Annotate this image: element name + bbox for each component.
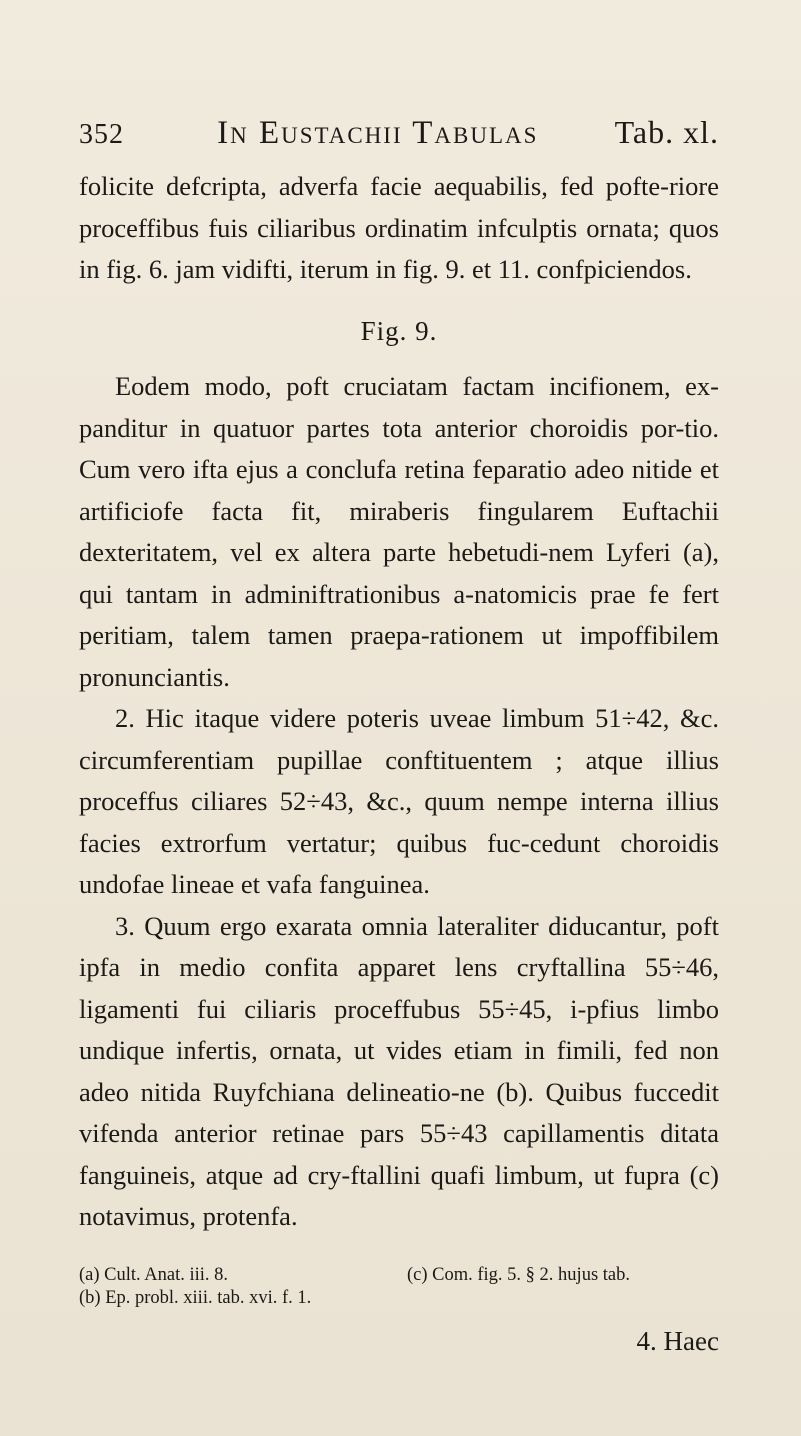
main-text [79,166,719,1238]
paragraph-fig9-intro: Eodem modo, poft cruciatam factam incifionem, ex-panditur in quatuor partes tota anterior choroidis por-tio. Cum vero ifta ejus a conclufa retina feparatio adeo nitide et artificiofe facta fit, miraberis fingularem Euftachii dexteritatem, vel ex altera parte hebetudi-nem Lyferi (a), qui tantam in adminiftrationibus a-natomicis prae fe fert peritiam, talem tamen praepa-rationem ut impoffibilem pronunciantis. [79,371,719,692]
footnote-b: (b) Ep. probl. xiii. tab. xvi. f. 1. [79,1287,312,1308]
running-header [79,114,719,162]
plate-reference: Tab. xl. [614,114,719,150]
paragraph-item-2: 2. Hic itaque videre poteris uveae limbum 51÷42, &c. circumferentiam pupillae conftituentem ; atque illius proceffus ciliares 52÷43, &c., quum nempe interna illius facies extrorfum vertatur; quibus fuc-cedunt choroidis undofae lineae et vafa fanguinea. [79,703,719,899]
catchword: 4. Haec [636,1325,719,1356]
footnote-a: (a) Cult. Anat. iii. 8. [79,1264,229,1285]
page-number: 352 [79,119,124,150]
paragraph-continuation: folicite defcripta, adverfa facie aequabilis, fed pofte-riore proceffibus fuis ciliaribus ordinatim infculptis ornata; quos in fig. 6. jam vidifti, iterum in fig. 9. et 11. confpiciendos. [79,171,719,284]
running-title: In Eustachii Tabulas [217,115,539,151]
paragraph-item-3: 3. Quum ergo exarata omnia lateraliter diducantur, poft ipfa in medio confita apparet lens cryftallina 55÷46, ligamenti fui ciliaris proceffubus 55÷45, i-pfius limbo undique infertis, ornata, ut vides etiam in fimili, fed non adeo nitida Ruyfchiana delineatio-ne (b). Quibus fuccedit vifenda anterior retinae pars 55÷43 capillamentis ditata fanguineis, atque ad cry-ftallini quafi limbum, ut fupra (c) notavimus, protenfa. [79,910,719,1231]
page-content [79,62,719,1356]
figure-heading: Fig. 9. [360,315,438,346]
footnotes-left-column [79,1264,409,1310]
footnote-c: (c) Com. fig. 5. § 2. hujus tab. [407,1264,631,1285]
footnotes-right-column [407,1264,727,1287]
